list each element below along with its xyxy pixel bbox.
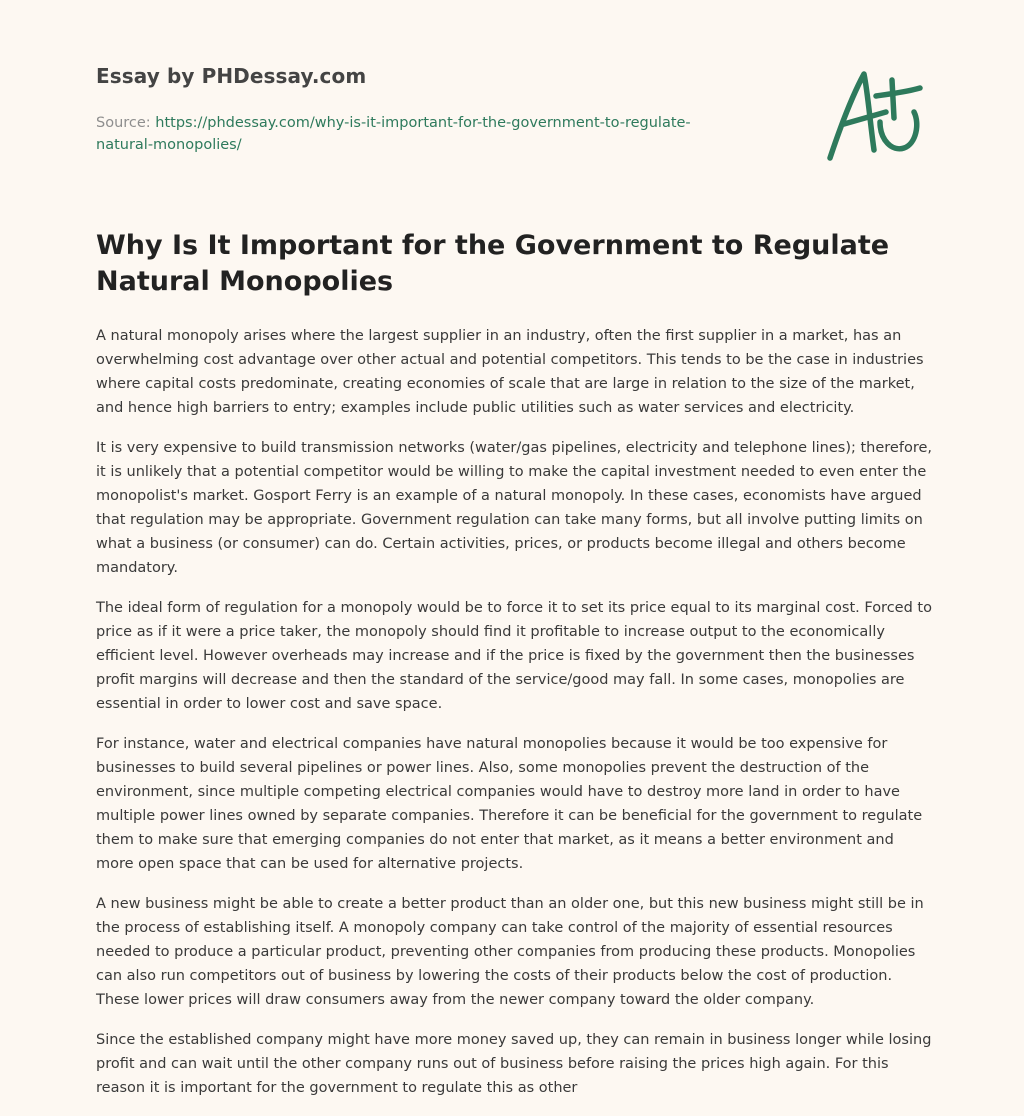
- essay-paragraph: For instance, water and electrical companies have natural monopolies because it would be too expensive for businesses to build several pipelines or power lines. Also, some monopolies prevent the destruction of the environment, since multiple competing electrical companies would have to destroy more land in order to have multiple power lines owned by separate companies. Therefore it can be beneficial for the government to regulate them to make sure that emerging companies do not enter that market, as it means a better environment and more open space that can be used for alternative projects.: [96, 736, 923, 872]
- source-link[interactable]: https://phdessay.com/why-is-it-important-for-the-government-to-regulate-natural-monopolies/: [96, 115, 691, 153]
- source-label: Source:: [96, 115, 151, 131]
- essay-paragraph: Since the established company might have more money saved up, they can remain in business longer while losing profit and can wait until the other company runs out of business before raising the prices high again. For this reason it is important for the government to regulate this as other: [96, 1032, 932, 1096]
- a-plus-logo-icon: [818, 66, 930, 170]
- source-line: [96, 112, 736, 156]
- essay-paragraph: The ideal form of regulation for a monopoly would be to force it to set its price equal to its marginal cost. Forced to price as if it were a price taker, the monopoly should find it profitable to increase output to the economically efficient level. However overheads may increase and if the price is fixed by the government then the businesses profit margins will decrease and then the standard of the service/good may fall. In some cases, monopolies are essential in order to lower cost and save space.: [96, 600, 932, 712]
- essay-paragraph: A new business might be able to create a better product than an older one, but this new business might still be in the process of establishing itself. A monopoly company can take control of the majority of essential resources needed to produce a particular product, preventing other companies from producing these products. Monopolies can also run competitors out of business by lowering the costs of their products below the cost of production. These lower prices will draw consumers away from the newer company toward the older company.: [96, 896, 924, 1008]
- essay-title: Why Is It Important for the Government to Regulate Natural Monopolies: [96, 230, 890, 297]
- site-title: Essay by PHDessay.com: [96, 64, 367, 88]
- essay-paragraph: A natural monopoly arises where the largest supplier in an industry, often the first supplier in a market, has an overwhelming cost advantage over other actual and potential competitors. This tends to be the case in industries where capital costs predominate, creating economies of scale that are large in relation to the size of the market, and hence high barriers to entry; examples include public utilities such as water services and electricity.: [96, 328, 924, 416]
- essay-body: [96, 324, 932, 1116]
- a-plus-logo: [818, 66, 930, 170]
- essay-paragraph: It is very expensive to build transmission networks (water/gas pipelines, electricity and telephone lines); therefore, it is unlikely that a potential competitor would be willing to make the capital investment needed to even enter the monopolist's market. Gosport Ferry is an example of a natural monopoly. In these cases, economists have argued that regulation may be appropriate. Government regulation can take many forms, but all involve putting limits on what a business (or consumer) can do. Certain activities, prices, or products become illegal and others become mandatory.: [96, 440, 933, 576]
